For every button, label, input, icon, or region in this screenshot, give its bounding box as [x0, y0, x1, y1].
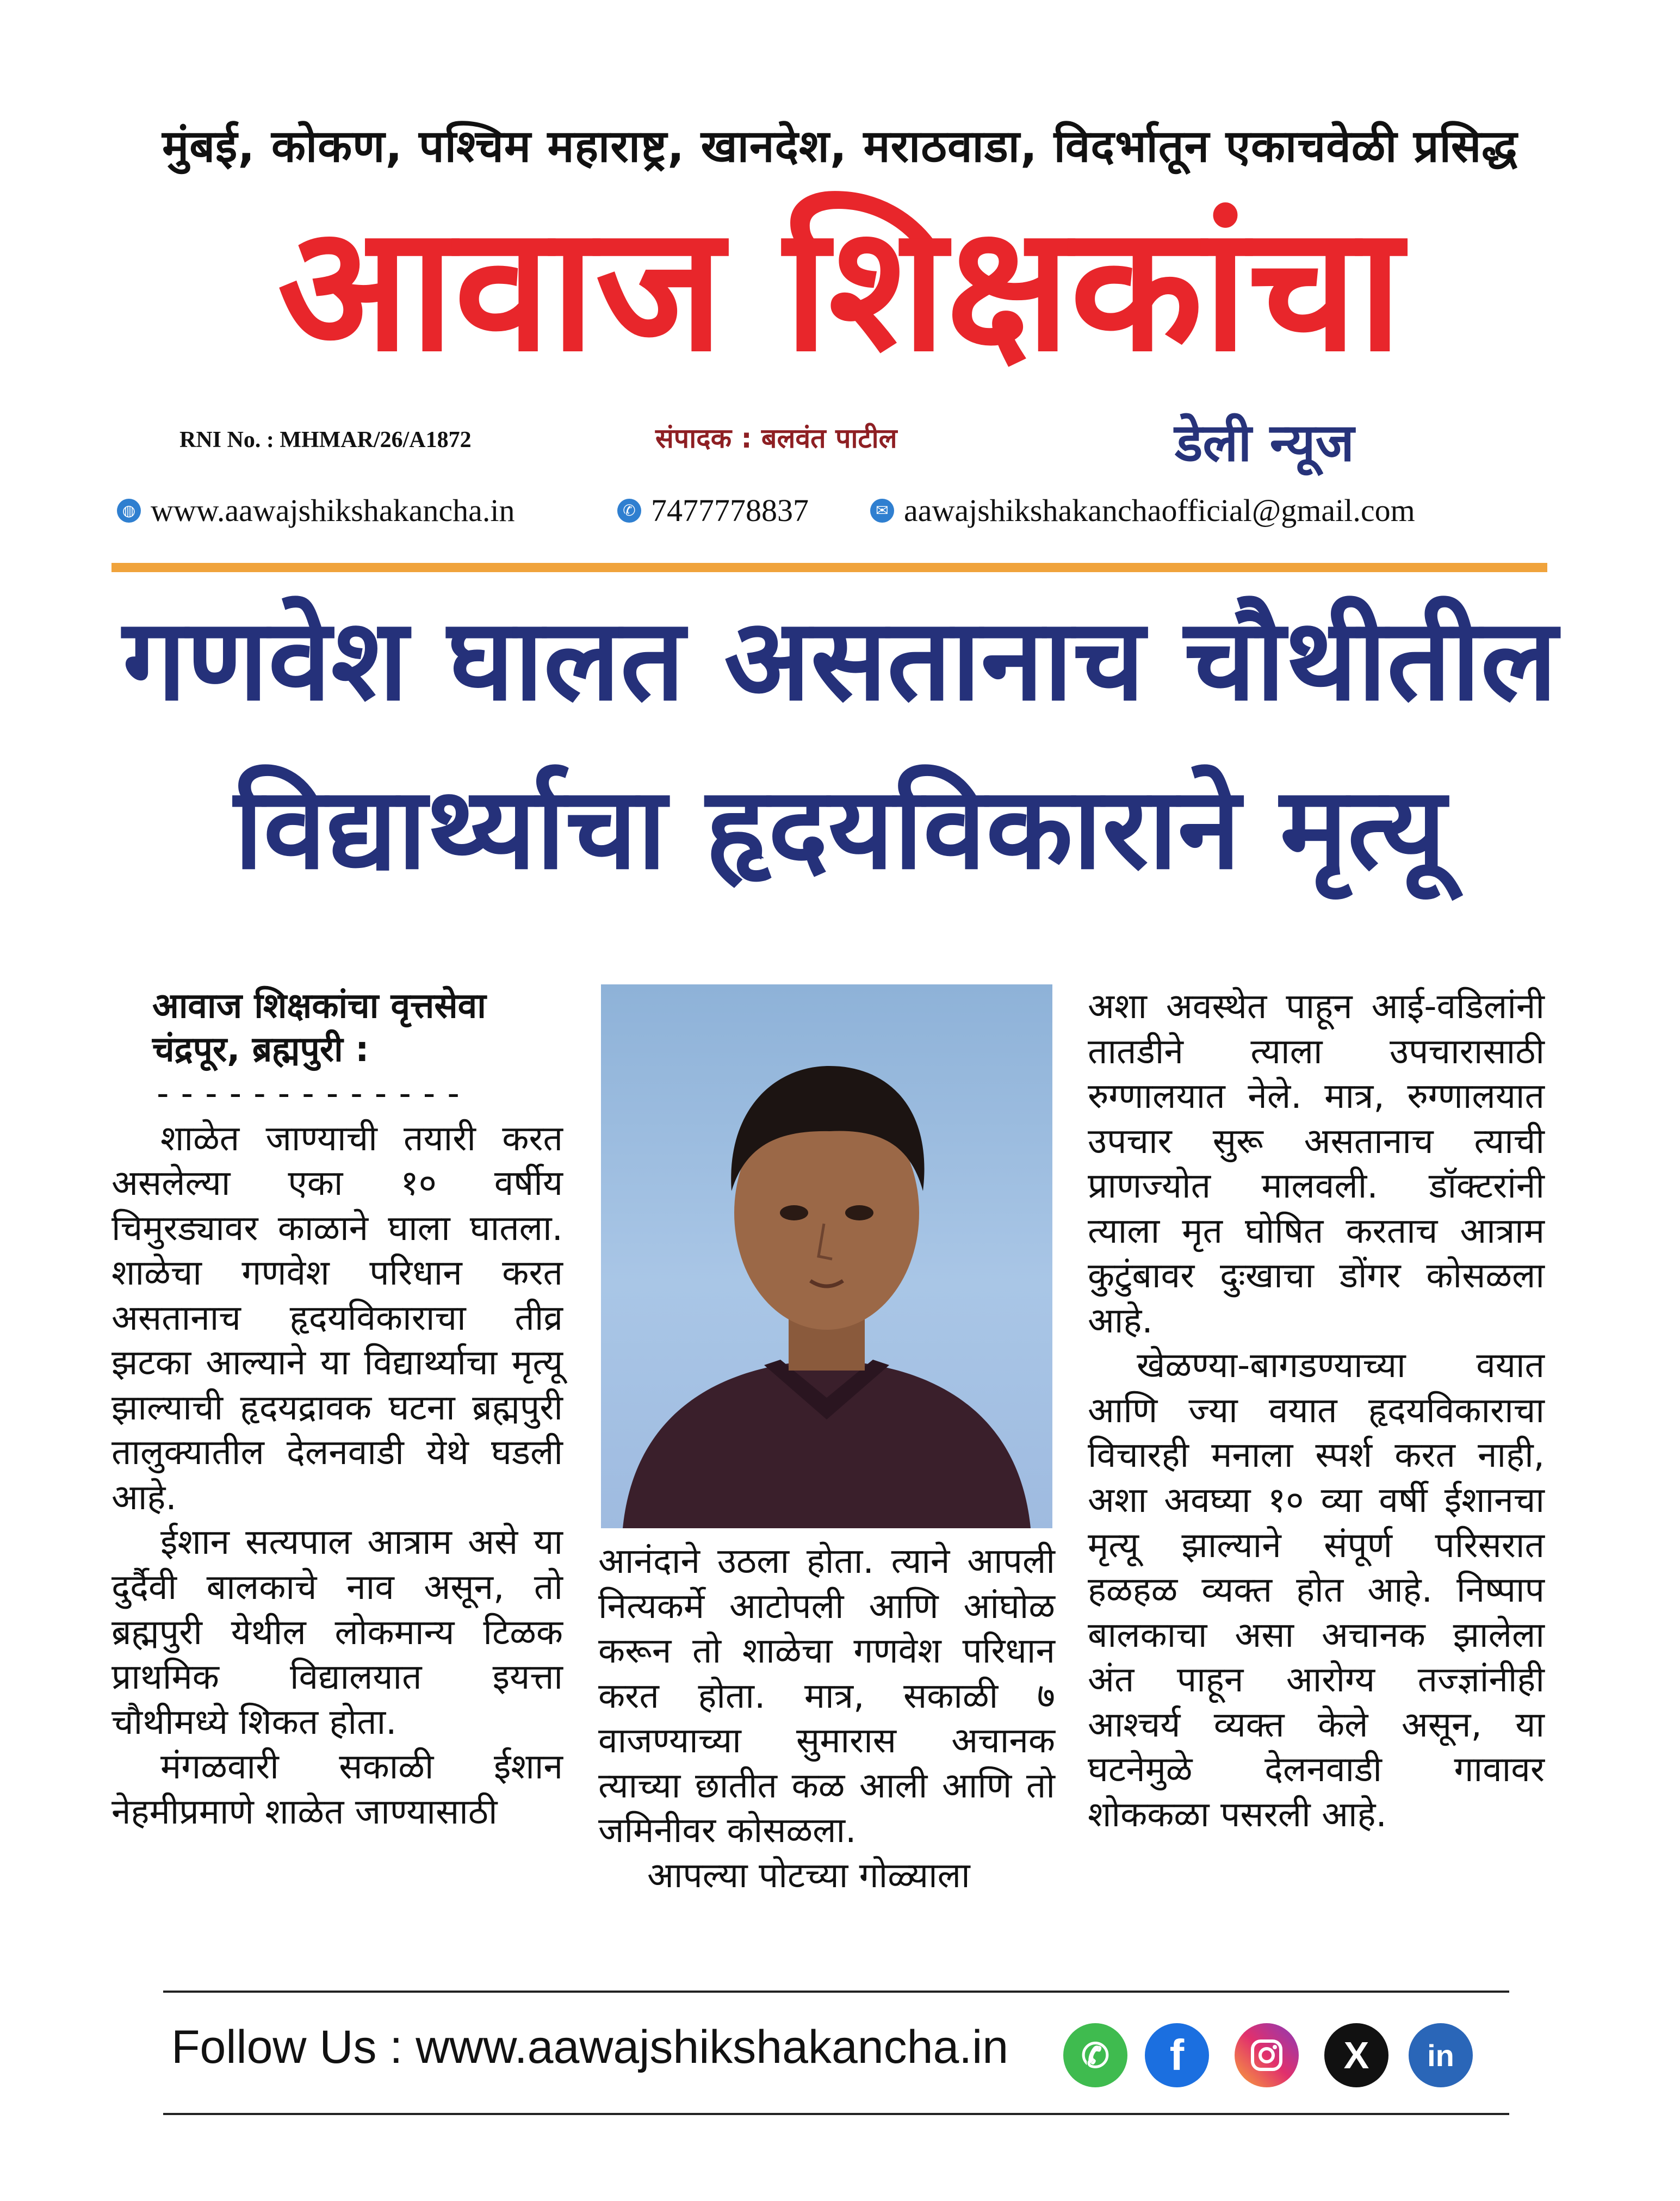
article-paragraph: आपल्या पोटच्या गोळ्याला [647, 1855, 970, 1896]
daily-news-label: डेली न्यूज [1175, 412, 1354, 473]
article-column-3 [1088, 984, 1545, 1837]
editor-credit: संपादक : बलवंत पाटील [655, 423, 897, 454]
mail-icon: ✉ [870, 499, 894, 523]
email-text: aawajshikshakanchaofficial@gmail.com [904, 493, 1415, 528]
linkedin-icon[interactable] [1409, 2023, 1473, 2087]
instagram-icon[interactable] [1235, 2023, 1299, 2087]
whatsapp-icon[interactable] [1063, 2023, 1127, 2087]
newspaper-title: आवाज शिक्षकांचा [277, 188, 1403, 389]
website-text: www.aawajshikshakancha.in [151, 493, 515, 528]
footer-bottom-rule [163, 2113, 1509, 2115]
footer-top-rule [163, 1991, 1509, 1993]
article-paragraph: अशा अवस्थेत पाहून आई-वडिलांनी तातडीने त्याला उपचारासाठी रुग्णालयात नेले. मात्र, रुग्णालयात उपचार सुरू असतानाच त्याची प्राणज्योत मालवली. डॉक्टरांनी त्याला मृत घोषित करताच आत्राम कुटुंबावर दुःखाचा डोंगर कोसळला आहे. [1088, 987, 1545, 1341]
byline-location: चंद्रपूर, ब्रह्मपुरी : [152, 1030, 369, 1070]
article-paragraph: आनंदाने उठला होता. त्याने आपली नित्यकर्मे आटोपली आणि आंघोळ करून तो शाळेचा गणवेश परिधान करत होता. मात्र, सकाळी ७ वाजण्याच्या सुमारास अचानक त्याच्या छातीत कळ आली आणि तो जमिनीवर कोसळला. [598, 1541, 1055, 1851]
byline-divider: ------------- [152, 1074, 467, 1114]
article-paragraph: खेळण्या-बागडण्याच्या वयात आणि ज्या वयात हृदयविकाराचा विचारही मनाला स्पर्श करत नाही, अशा अवघ्या १० व्या वर्षी ईशानचा मृत्यू झाल्याने संपूर्ण परिसरात हळहळ व्यक्त होत आहे. निष्पाप बालकाचा असा अचानक झालेला अंत पाहून आरोग्य तज्ज्ञांनीही आश्चर्य व्यक्त केले असून, या घटनेमुळे देलनवाडी गावावर शोककळा पसरली आहे. [1088, 1346, 1545, 1835]
phone-icon: ✆ [617, 499, 641, 523]
byline-service: आवाज शिक्षकांचा वृत्तसेवा [152, 986, 486, 1026]
x-icon[interactable] [1324, 2023, 1388, 2087]
headline-line-2: विद्यार्थ्याचा हृदयविकाराने मृत्यू [234, 763, 1446, 895]
globe-icon: ◍ [117, 499, 141, 523]
facebook-icon[interactable] [1145, 2023, 1209, 2087]
article-column-2 [598, 1539, 1055, 1898]
article-paragraph: ईशान सत्यपाल आत्राम असे या दुर्दैवी बालकाचे नाव असून, तो ब्रह्मपुरी येथील लोकमान्य टिळक प्राथमिक विद्यालयात इयत्ता चौथीमध्ये शिकत होता. [111, 1522, 563, 1743]
email-contact[interactable] [870, 492, 1415, 529]
instagram-glyph [1249, 2038, 1284, 2073]
student-photo [601, 984, 1052, 1528]
facebook-glyph: f [1169, 2031, 1185, 2079]
headline-line-1: गणवेश घालत असतानाच चौथीतील [122, 594, 1558, 726]
article-paragraph: शाळेत जाण्याची तयारी करत असलेल्या एका १० वर्षीय चिमुरड्यावर काळाने घाला घातला. शाळेचा गणवेश परिधान करत असतानाच हृदयविकाराचा तीव्र झटका आल्याने या विद्यार्थ्याचा मृत्यू झाल्याची हृदयद्रावक घटना ब्रह्मपुरी तालुक्यातील देलनवाडी येथे घडली आहे. [111, 1118, 563, 1518]
article-column-1 [111, 984, 563, 1834]
whatsapp-glyph: ✆ [1081, 2037, 1109, 2075]
phone-contact[interactable] [617, 492, 809, 529]
phone-text: 7477778837 [651, 493, 809, 528]
student-portrait-image [601, 984, 1052, 1528]
article-paragraph: मंगळवारी सकाळी ईशान नेहमीप्रमाणे शाळेत जाण्यासाठी [111, 1747, 563, 1832]
rni-number: RNI No. : MHMAR/26/A1872 [179, 427, 472, 452]
masthead-tagline: मुंबई, कोकण, पश्चिम महाराष्ट्र, खानदेश, मराठवाडा, विदर्भातून एकाचवेळी प्रसिद्ध [162, 121, 1518, 172]
x-glyph: X [1343, 2034, 1369, 2076]
website-contact[interactable] [117, 492, 514, 529]
follow-us-text[interactable]: Follow Us : www.aawajshikshakancha.in [171, 2021, 1009, 2073]
linkedin-glyph: in [1427, 2038, 1454, 2073]
masthead-divider [111, 563, 1547, 572]
